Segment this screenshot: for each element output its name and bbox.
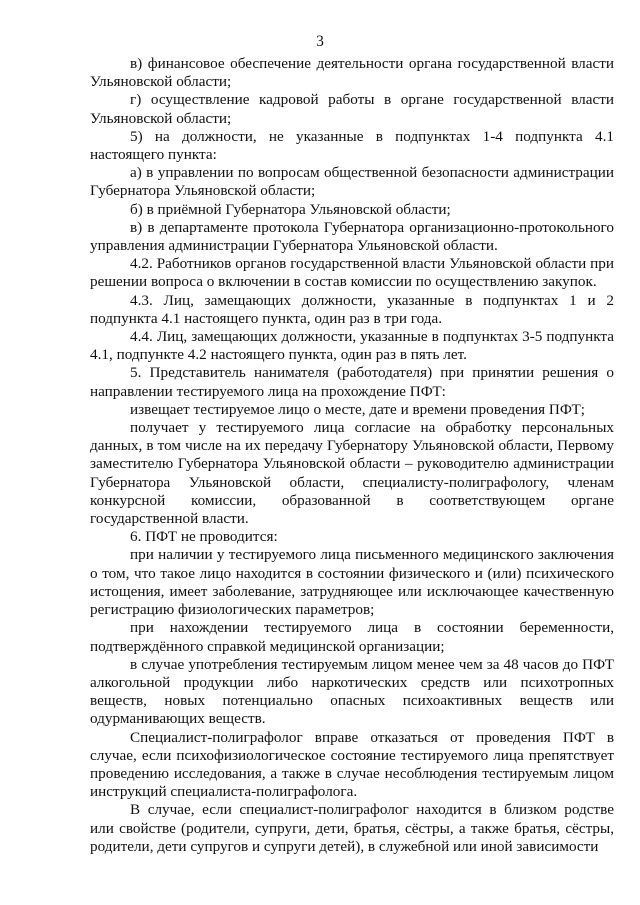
paragraph: 4.3. Лиц, замещающих должности, указанные в подпунктах 1 и 2 подпункта 4.1 настоящего пункта, один раз в три года.	[90, 291, 614, 327]
paragraph: в) финансовое обеспечение деятельности органа государственной власти Ульяновской области;	[90, 55, 614, 91]
paragraph: 4.2. Работников органов государственной власти Ульяновской области при решении вопроса о включении в состав комиссии по осуществлению закупок.	[90, 255, 614, 291]
paragraph: 5. Представитель нанимателя (работодателя) при принятии решения о направлении тестируемого лица на прохождение ПФТ:	[90, 364, 614, 400]
page-number: 3	[316, 33, 324, 50]
paragraph: 5) на должности, не указанные в подпунктах 1-4 подпункта 4.1 настоящего пункта:	[90, 127, 614, 164]
paragraph: б) в приёмной Губернатора Ульяновской области;	[130, 200, 451, 218]
paragraph: в случае употребления тестируемым лицом менее чем за 48 часов до ПФТ алкогольной продукции либо наркотических средств или психотропных веществ, новых потенциально опасных психоактивных веществ или одурманивающих веществ.	[90, 655, 614, 728]
paragraph: Специалист-полиграфолог вправе отказаться от проведения ПФТ в случае, если психофизиологическое состояние тестируемого лица препятствует проведению исследования, а также в случае несоблюдения тестируемым лицом инструкций специалиста-полиграфолога.	[90, 728, 614, 801]
paragraph: 6. ПФТ не проводится:	[130, 528, 278, 546]
paragraph: извещает тестируемое лицо о месте, дате и времени проведения ПФТ;	[130, 400, 585, 418]
paragraph: г) осуществление кадровой работы в органе государственной власти Ульяновской области;	[90, 91, 614, 127]
paragraph: 4.4. Лиц, замещающих должности, указанные в подпунктах 3-5 подпункта 4.1, подпункте 4.2 настоящего пункта, один раз в пять лет.	[90, 328, 614, 364]
paragraph: В случае, если специалист-полиграфолог находится в близком родстве или свойстве (родители, супруги, дети, братья, сёстры, а также братья, сёстры, родители, дети супругов и супруги детей), в служебной или иной зависимости	[90, 801, 614, 855]
paragraph: а) в управлении по вопросам общественной безопасности администрации Губернатора Ульяновской области;	[90, 164, 614, 200]
paragraph: получает у тестируемого лица согласие на обработку персональных данных, в том числе на их передачу Губернатору Ульяновской области, Первому заместителю Губернатора Ульяновской области – руководителю администрации Губернатора Ульяновской области, специалисту-полиграфологу, членам конкурсной комиссии, образованной в соответствующем органе государственной власти.	[90, 419, 614, 528]
paragraph: в) в департаменте протокола Губернатора организационно-протокольного управления администрации Губернатора Ульяновской области.	[90, 218, 614, 255]
paragraph: при нахождении тестируемого лица в состоянии беременности, подтверждённого справкой медицинской организации;	[90, 619, 614, 655]
paragraph: при наличии у тестируемого лица письменного медицинского заключения о том, что такое лицо находится в состоянии физического и (или) психического истощения, имеет заболевание, затрудняющее или исключающее качественную регистрацию физиологических параметров;	[90, 546, 614, 619]
document-body	[90, 55, 614, 856]
